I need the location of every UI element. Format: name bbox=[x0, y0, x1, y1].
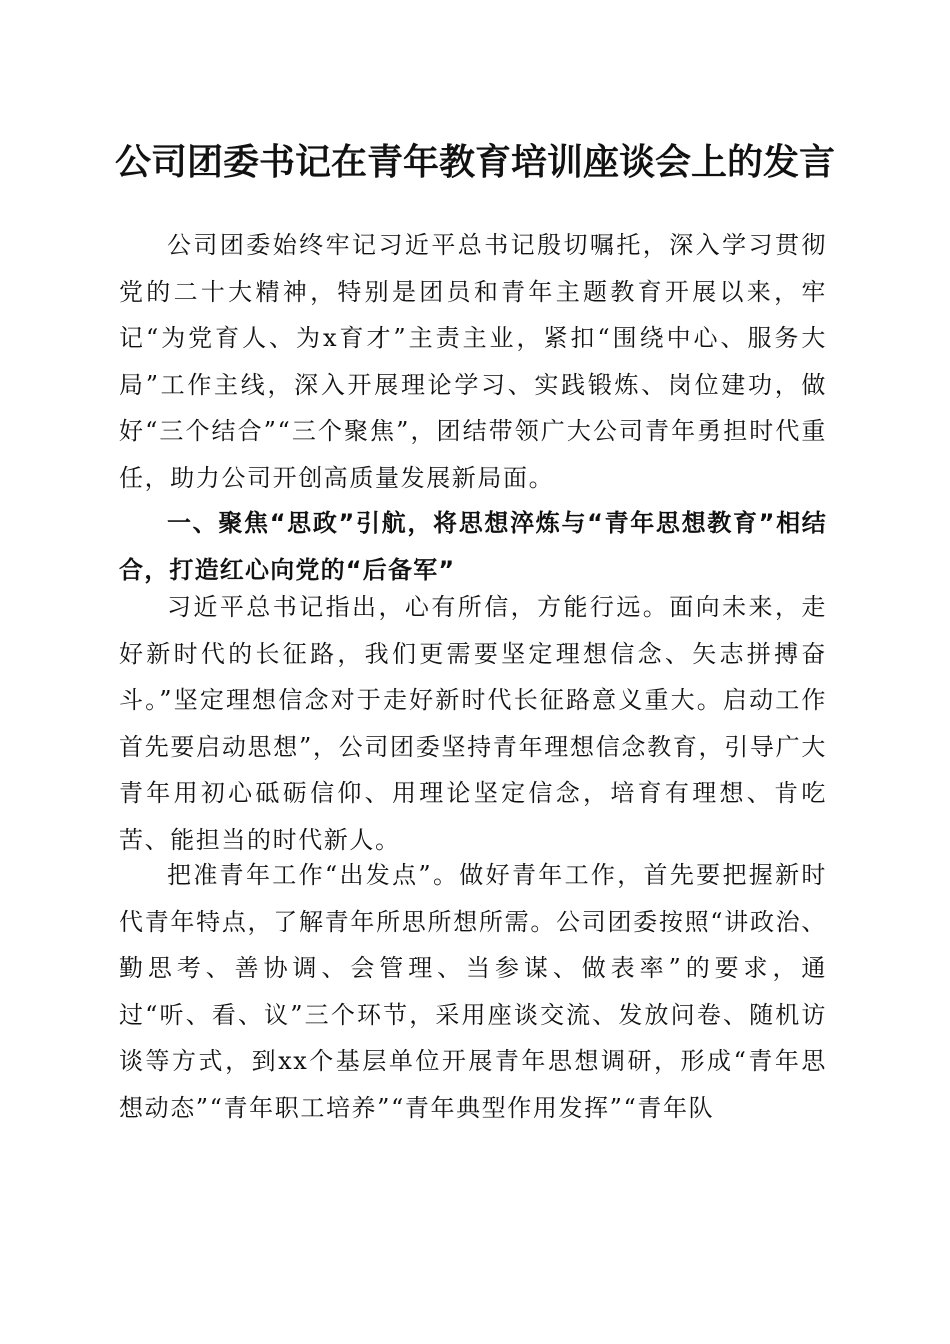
section-heading-1: 一、聚焦“思政”引航，将思想淬炼与“青年思想教育”相结合，打造红心向党的“后备军” bbox=[119, 509, 827, 584]
body-paragraph-2: 习近平总书记指出，心有所信，方能行远。面向未来，走好新时代的长征路，我们更需要坚定理想信念、矢志拼搏奋斗。”坚定理想信念对于走好新时代长征路意义重大。启动工作首先要启动思想”，公司团委坚持青年理想信念教育，引导广大青年用初心砥砺信仰、用理论坚定信念，培育有理想、肯吃苦、能担当的时代新人。 bbox=[119, 593, 827, 854]
intro-paragraph: 公司团委始终牢记习近平总书记殷切嘱托，深入学习贯彻党的二十大精神，特别是团员和青年主题教育开展以来，牢记“为党育人、为x育才”主责主业，紧扣“围绕中心、服务大局”工作主线，深入开展理论学习、实践锻炼、岗位建功，做好“三个结合”“三个聚焦”，团结带领广大公司青年勇担时代重任，助力公司开创高质量发展新局面。 bbox=[119, 231, 827, 492]
document-title: 公司团委书记在青年教育培训座谈会上的发言 bbox=[114, 141, 835, 183]
body-paragraph-3: 把准青年工作“出发点”。做好青年工作，首先要把握新时代青年特点，了解青年所思所想所需。公司团委按照“讲政治、勤思考、善协调、会管理、当参谋、做表率”的要求，通过“听、看、议”三个环节，采用座谈交流、发放问卷、随机访谈等方式，到xx个基层单位开展青年思想调研，形成“青年思想动态”“青年职工培养”“青年典型作用发挥”“青年队 bbox=[119, 861, 827, 1122]
